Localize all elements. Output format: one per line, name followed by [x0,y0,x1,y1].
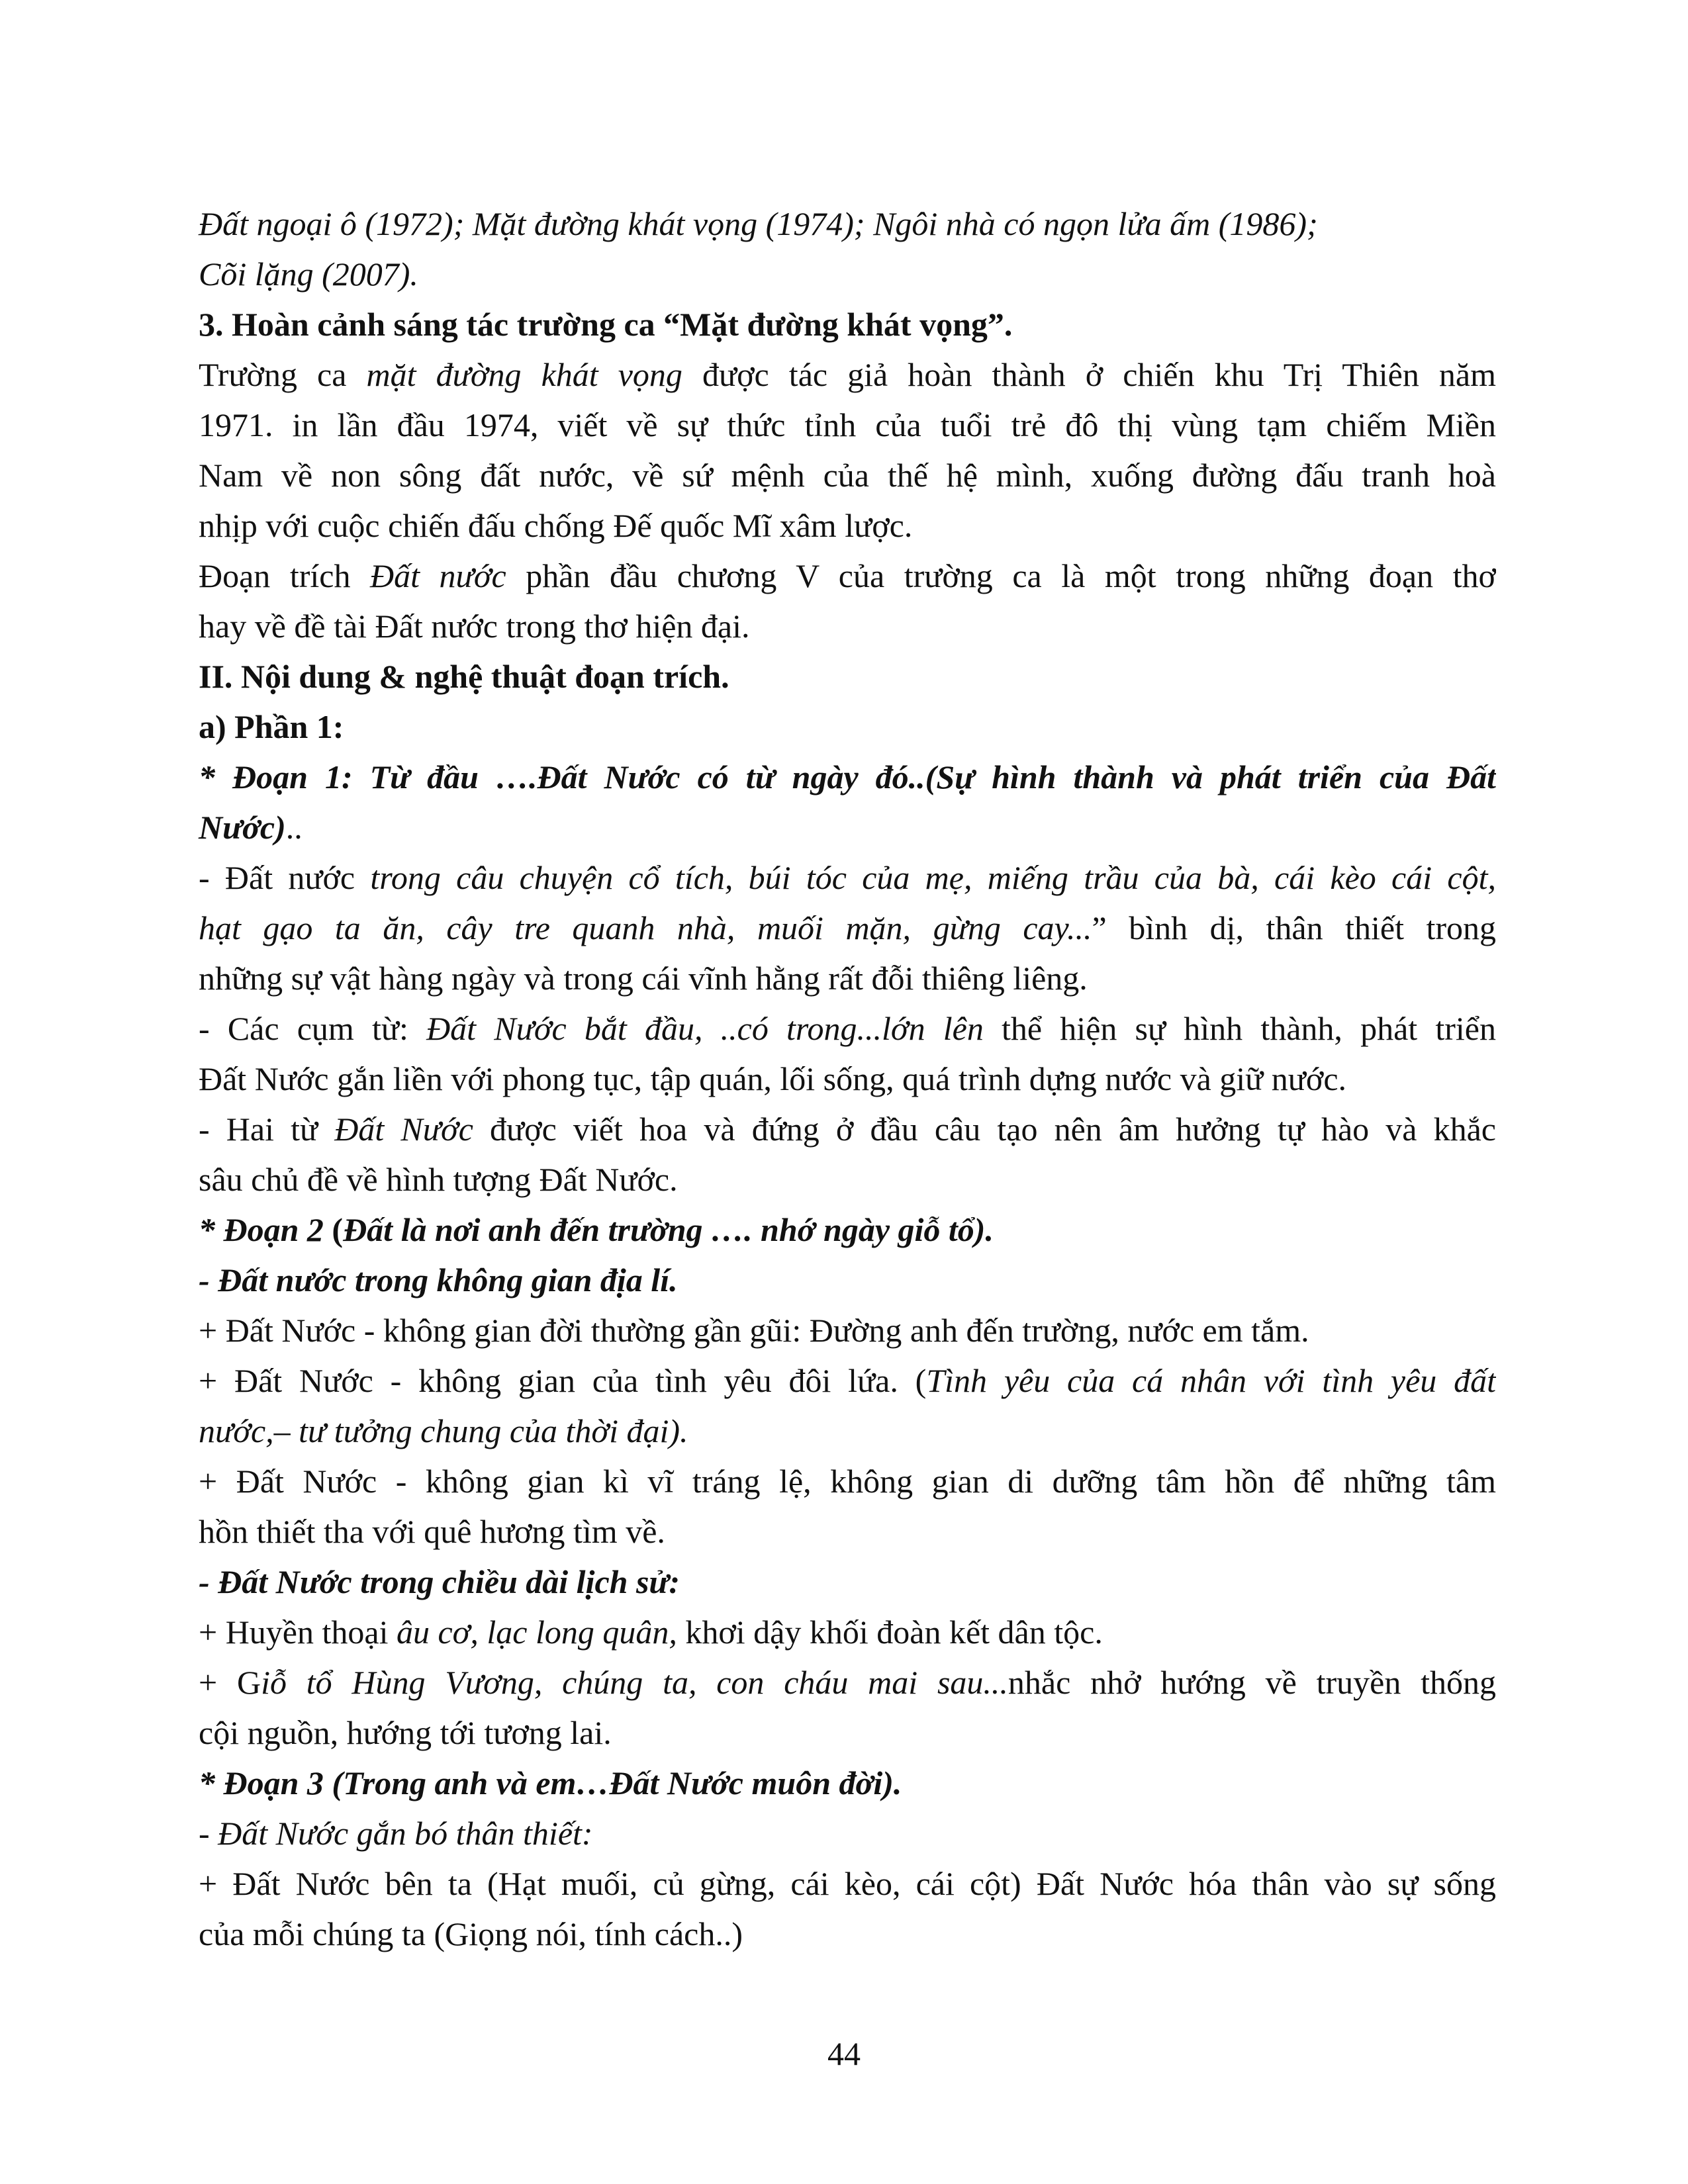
text-segment: nhắc nhở hướng về truyền thống [1008,1664,1496,1701]
text-segment: - Đất Nước trong chiều dài lịch sử: [199,1563,680,1600]
text-segment: - Đất Nước gắn bó thân thiết: [199,1815,593,1852]
text-segment: a) Phần 1: [199,708,344,745]
text-segment: * Đoạn 2 [199,1211,332,1248]
text-segment: của mỗi chúng ta (Giọng nói, tính cách..) [199,1915,743,1952]
text-segment: hạt gạo ta ăn, cây tre quanh nhà, muối mặn, gừng cay... [199,909,1092,946]
text-line [199,1456,1496,1506]
document-body [199,199,1496,1959]
text-segment: trong câu chuyện cổ tích, búi tóc của mẹ, miếng trầu của bà, cái kèo cái cột, [370,859,1496,896]
text-line [199,1104,1496,1154]
text-line [199,601,1496,651]
text-segment: ” bình dị, thân thiết trong [1092,909,1496,946]
text-line [199,903,1496,953]
text-line [199,199,1496,249]
text-segment: Tình yêu của cá nhân với tình yêu đất [926,1362,1496,1399]
text-segment: * Đoạn 1: Từ đầu ….Đất Nước có từ ngày đó..(Sự hình thành và phát triển của Đất [199,758,1496,796]
text-segment: + G [199,1664,261,1701]
text-segment: sâu chủ đề về hình tượng Đất Nước. [199,1161,678,1198]
text-line [199,1003,1496,1054]
text-segment: + Đất Nước - không gian kì vĩ tráng lệ, không gian di dưỡng tâm hồn để những tâm [199,1463,1496,1500]
text-line [199,349,1496,400]
text-segment: nhịp với cuộc chiến đấu chống Đế quốc Mĩ xâm lược. [199,507,913,544]
text-line [199,450,1496,500]
text-segment: được viết hoa và đứng ở đầu câu tạo nên âm hưởng tự hào và khắc [473,1111,1496,1148]
text-segment: Đất ngoại ô (1972); Mặt đường khát vọng (1974); Ngôi nhà có ngọn lửa ấm (1986); [199,205,1318,242]
text-line [199,400,1496,450]
text-segment: .. [285,809,303,846]
text-line [199,651,1496,702]
text-line [199,1657,1496,1707]
text-segment: cội nguồn, hướng tới tương lai. [199,1714,612,1751]
text-line [199,500,1496,551]
page-number: 44 [827,2035,861,2072]
text-segment: Nam về non sông đất nước, về sứ mệnh của thế hệ mình, xuống đường đấu tranh hoà [199,457,1496,494]
text-segment: Đất Nước gắn liền với phong tục, tập quán, lối sống, quá trình dựng nước và giữ nước. [199,1060,1347,1097]
text-line [199,1054,1496,1104]
text-segment: + Đất Nước - không gian của tình yêu đôi lứa. ( [199,1362,927,1399]
text-segment: 1971. in lần đầu 1974, viết về sự thức tỉnh của tuổi trẻ đô thị vùng tạm chiếm Miền [199,406,1496,443]
text-line [199,1707,1496,1758]
text-segment: phần đầu chương V của trường ca là một trong những đoạn thơ [506,557,1496,594]
text-segment: + Đất Nước bên ta (Hạt muối, củ gừng, cái kèo, cái cột) Đất Nước hóa thân vào sự sống [199,1865,1496,1902]
text-line [199,249,1496,299]
text-segment: iỗ tổ Hùng Vương, chúng ta, con cháu mai sau... [261,1664,1008,1701]
text-line [199,1808,1496,1858]
text-segment: - Đất nước trong không gian địa lí. [199,1261,678,1298]
text-segment: Đoạn trích [199,557,371,594]
text-segment: Nước) [199,809,286,846]
text-segment: Cõi lặng (2007). [199,255,418,293]
text-segment: Đất là nơi anh đến trường …. nhớ ngày giỗ tổ). [343,1211,994,1248]
text-segment: hồn thiết tha với quê hương tìm về. [199,1513,665,1550]
text-segment: thể hiện sự hình thành, phát triển [983,1010,1496,1047]
text-segment: II. Nội dung & nghệ thuật đoạn trích. [199,658,729,695]
text-line [199,551,1496,601]
text-segment: hay về đề tài Đất nước trong thơ hiện đại. [199,608,750,645]
text-segment: những sự vật hàng ngày và trong cái vĩnh hằng rất đỗi thiêng liêng. [199,960,1088,997]
text-segment: - Hai từ [199,1111,335,1148]
text-line [199,299,1496,349]
text-line [199,802,1496,852]
text-segment: - Các cụm từ: [199,1010,427,1047]
text-line [199,852,1496,903]
text-segment: khơi dậy khối đoàn kết dân tộc. [677,1614,1103,1651]
text-segment: Đất Nước [334,1111,473,1148]
text-segment: được tác giả hoàn thành ở chiến khu Trị Thiên năm [682,356,1496,393]
text-segment: * Đoạn 3 (Trong anh và em…Đất Nước muôn đời). [199,1764,902,1801]
text-segment: Đất nước [370,557,506,594]
text-line [199,1506,1496,1557]
text-line [199,1557,1496,1607]
text-segment: ( [332,1211,344,1248]
text-line [199,1255,1496,1305]
text-line [199,1305,1496,1355]
text-segment: 3. Hoàn cảnh sáng tác trường ca “Mặt đường khát vọng”. [199,306,1013,343]
text-segment: + Đất Nước - không gian đời thường gần gũi: Đường anh đến trường, nước em tắm. [199,1312,1309,1349]
text-line [199,1858,1496,1909]
text-line [199,1154,1496,1205]
text-line [199,1909,1496,1959]
text-line [199,1607,1496,1657]
text-line [199,953,1496,1003]
text-segment: Trường ca [199,356,367,393]
text-segment: - Đất nước [199,859,371,896]
text-segment: Đất Nước bắt đầu, ..có trong...lớn lên [426,1010,984,1047]
text-line [199,752,1496,802]
text-segment: nước,– tư tưởng chung của thời đại). [199,1412,688,1449]
text-line [199,702,1496,752]
text-line [199,1758,1496,1808]
text-segment: âu cơ, lạc long quân, [396,1614,677,1651]
text-segment: + Huyền thoại [199,1614,397,1651]
text-line [199,1406,1496,1456]
text-line [199,1205,1496,1255]
text-segment: mặt đường khát vọng [366,356,682,393]
text-line [199,1355,1496,1406]
